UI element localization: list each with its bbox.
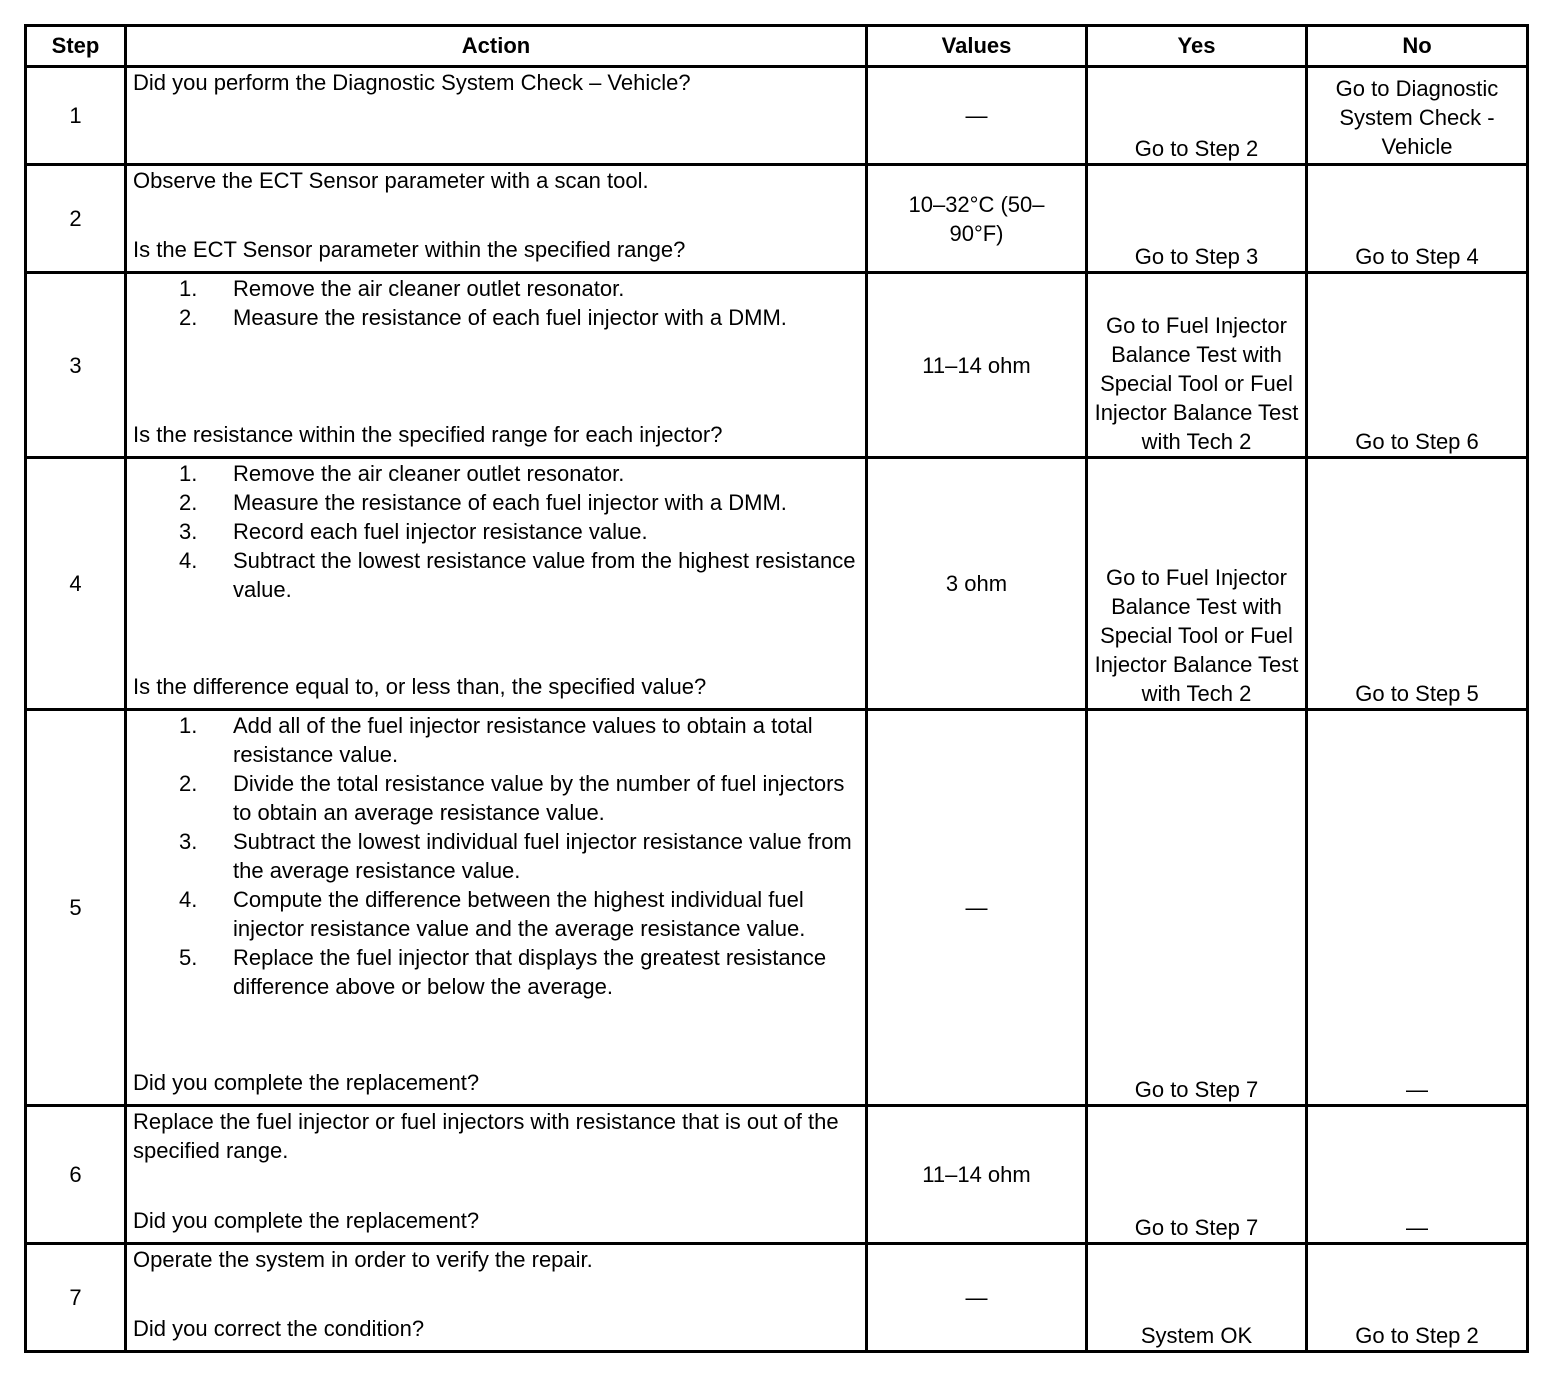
list-item-number: 1. [179, 461, 198, 486]
list-item-number: 1. [179, 713, 198, 738]
list-item-text: Compute the difference between the highest individual fuel injector resistance value and the average resistance value. [233, 887, 806, 941]
step-number: 7 [26, 1244, 126, 1352]
action-cell [126, 273, 867, 458]
table-row [26, 273, 1528, 458]
no-cell: Go to Step 2 [1307, 1244, 1528, 1352]
action-intro: Observe the ECT Sensor parameter with a scan tool. [133, 168, 649, 193]
no-cell: — [1307, 710, 1528, 1106]
list-item-text: Record each fuel injector resistance value. [233, 519, 648, 544]
step-number: 6 [26, 1106, 126, 1244]
no-cell: Go to Step 6 [1307, 273, 1528, 458]
values-cell: — [867, 710, 1087, 1106]
action-question: Is the difference equal to, or less than, the specified value? [133, 674, 707, 699]
action-cell [126, 710, 867, 1106]
list-item-number: 2. [179, 305, 198, 330]
table-row [26, 458, 1528, 710]
list-item-text: Subtract the lowest resistance value from the highest resistance value. [233, 548, 856, 602]
yes-cell: Go to Fuel Injector Balance Test with Special Tool or Fuel Injector Balance Test with Tech 2 [1087, 458, 1307, 710]
action-question: Did you complete the replacement? [133, 1208, 480, 1233]
action-intro: Replace the fuel injector or fuel injectors with resistance that is out of the specified range. [133, 1109, 839, 1163]
action-list [133, 711, 859, 1001]
yes-cell: Go to Fuel Injector Balance Test with Special Tool or Fuel Injector Balance Test with Tech 2 [1087, 273, 1307, 458]
action-cell [126, 165, 867, 273]
yes-cell: System OK [1087, 1244, 1307, 1352]
list-item-number: 4. [179, 887, 198, 912]
table-row [26, 710, 1528, 1106]
list-item [133, 885, 859, 943]
yes-cell: Go to Step 7 [1087, 710, 1307, 1106]
no-cell: — [1307, 1106, 1528, 1244]
header-step: Step [26, 26, 126, 67]
list-item [133, 827, 859, 885]
step-number: 4 [26, 458, 126, 710]
list-item-text: Subtract the lowest individual fuel injector resistance value from the average resistance value. [233, 829, 852, 883]
action-question: Is the ECT Sensor parameter within the specified range? [133, 237, 686, 262]
list-item-number: 5. [179, 945, 198, 970]
list-item [133, 459, 859, 488]
step-number: 5 [26, 710, 126, 1106]
table-row [26, 1244, 1528, 1352]
yes-cell: Go to Step 3 [1087, 165, 1307, 273]
list-item [133, 274, 859, 303]
no-cell: Go to Step 5 [1307, 458, 1528, 710]
list-item-number: 3. [179, 519, 198, 544]
list-item [133, 517, 859, 546]
yes-cell: Go to Step 7 [1087, 1106, 1307, 1244]
list-item-text: Divide the total resistance value by the number of fuel injectors to obtain an average resistance value. [233, 771, 845, 825]
action-intro: Did you perform the Diagnostic System Check – Vehicle? [133, 70, 691, 95]
list-item [133, 303, 859, 332]
table-row [26, 1106, 1528, 1244]
action-list [133, 459, 859, 604]
diagnostic-table [24, 24, 1529, 1353]
list-item [133, 769, 859, 827]
action-question: Is the resistance within the specified range for each injector? [133, 422, 723, 447]
yes-cell: Go to Step 2 [1087, 67, 1307, 165]
list-item-number: 2. [179, 771, 198, 796]
table-row [26, 165, 1528, 273]
header-values: Values [867, 26, 1087, 67]
action-cell [126, 458, 867, 710]
list-item-number: 2. [179, 490, 198, 515]
table-row [26, 67, 1528, 165]
action-intro: Operate the system in order to verify the repair. [133, 1247, 593, 1272]
header-row [26, 26, 1528, 67]
list-item [133, 488, 859, 517]
step-number: 3 [26, 273, 126, 458]
action-list [133, 274, 859, 332]
list-item [133, 546, 859, 604]
list-item-text: Add all of the fuel injector resistance values to obtain a total resistance value. [233, 713, 813, 767]
values-cell: 11–14 ohm [867, 1106, 1087, 1244]
list-item [133, 943, 859, 1001]
list-item-number: 1. [179, 276, 198, 301]
action-cell [126, 1244, 867, 1352]
values-cell: 10–32°C (50–90°F) [867, 165, 1087, 273]
list-item-text: Measure the resistance of each fuel injector with a DMM. [233, 305, 787, 330]
no-cell: Go to Step 4 [1307, 165, 1528, 273]
action-cell [126, 67, 867, 165]
list-item-number: 3. [179, 829, 198, 854]
action-cell [126, 1106, 867, 1244]
list-item-number: 4. [179, 548, 198, 573]
list-item-text: Remove the air cleaner outlet resonator. [233, 276, 625, 301]
header-no: No [1307, 26, 1528, 67]
list-item-text: Replace the fuel injector that displays the greatest resistance difference above or below the average. [233, 945, 827, 999]
header-action: Action [126, 26, 867, 67]
action-question: Did you complete the replacement? [133, 1070, 480, 1095]
header-yes: Yes [1087, 26, 1307, 67]
step-number: 2 [26, 165, 126, 273]
no-cell: Go to Diagnostic System Check - Vehicle [1307, 67, 1528, 165]
list-item-text: Remove the air cleaner outlet resonator. [233, 461, 625, 486]
values-cell: — [867, 1244, 1087, 1352]
values-cell: 3 ohm [867, 458, 1087, 710]
list-item-text: Measure the resistance of each fuel injector with a DMM. [233, 490, 787, 515]
list-item [133, 711, 859, 769]
values-cell: 11–14 ohm [867, 273, 1087, 458]
values-cell: — [867, 67, 1087, 165]
step-number: 1 [26, 67, 126, 165]
action-question: Did you correct the condition? [133, 1316, 425, 1341]
